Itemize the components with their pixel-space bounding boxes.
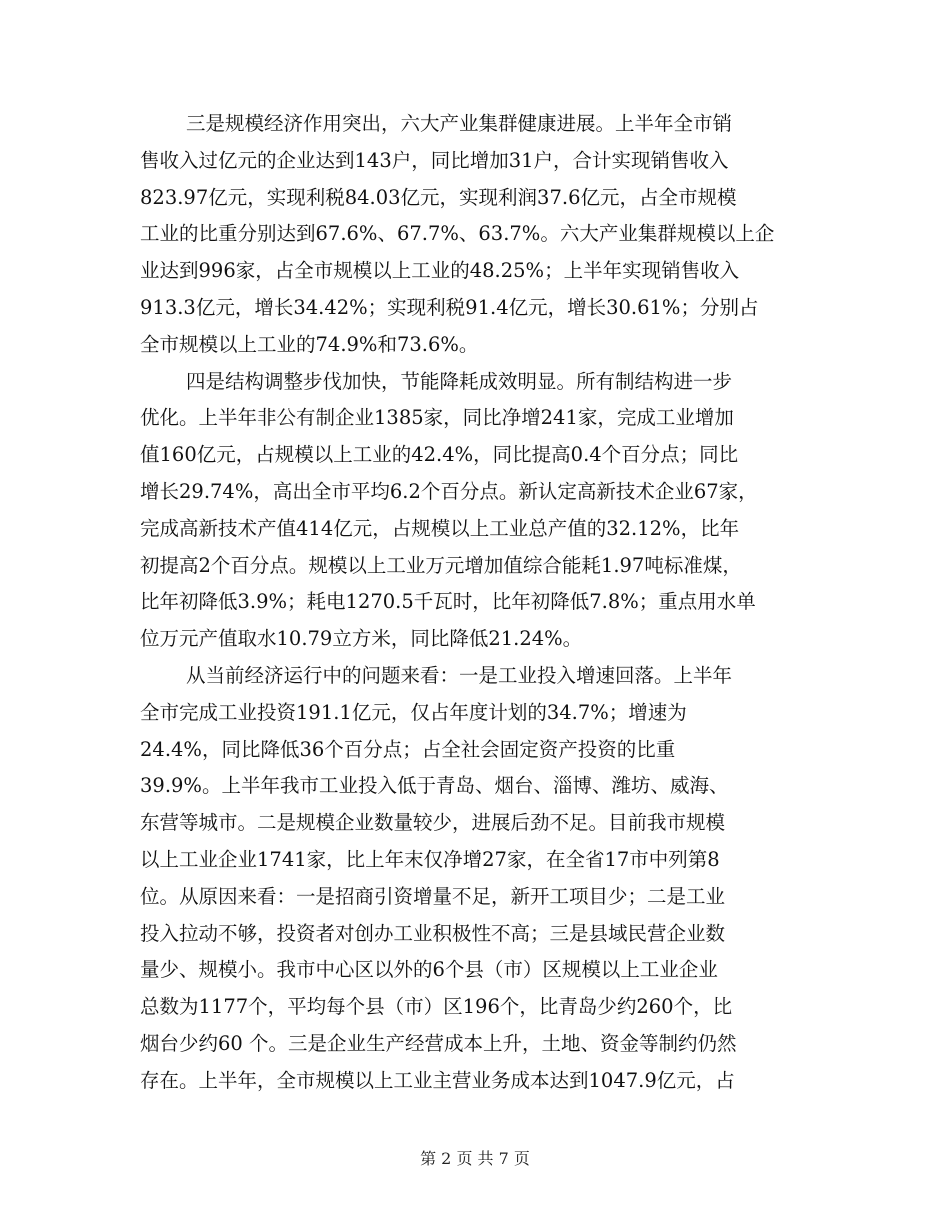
text-line: 业达到996家，占全市规模以上工业的48.25%；上半年实现销售收入 bbox=[140, 259, 740, 283]
text-line: 位。从原因来看：一是招商引资增量不足，新开工项目少；二是工业 bbox=[140, 884, 726, 908]
text-line: 值160亿元，占规模以上工业的42.4%，同比提高0.4个百分点；同比 bbox=[140, 443, 739, 467]
text-line: 东营等城市。二是规模企业数量较少，进展后劲不足。目前我市规模 bbox=[140, 811, 726, 835]
paragraph-structural-adjustment bbox=[140, 364, 812, 658]
text-line: 从当前经济运行中的问题来看：一是工业投入增速回落。上半年 bbox=[186, 663, 733, 687]
text-line: 全市规模以上工业的74.9%和73.6%。 bbox=[140, 332, 479, 356]
document-body bbox=[140, 106, 812, 1100]
text-line: 三是规模经济作用突出，六大产业集群健康进展。上半年全市销 bbox=[186, 112, 733, 135]
text-line: 总数为1177个，平均每个县（市）区196个，比青岛少约260个，比 bbox=[140, 995, 733, 1019]
text-line: 39.9%。上半年我市工业投入低于青岛、烟台、淄博、潍坊、威海、 bbox=[140, 774, 729, 798]
text-line: 售收入过亿元的企业达到143户，同比增加31户，合计实现销售收入 bbox=[140, 148, 729, 172]
text-line: 完成高新技术产值414亿元，占规模以上工业总产值的32.12%，比年 bbox=[140, 516, 740, 540]
text-line: 增长29.74%，高出全市平均6.2个百分点。新认定高新技术企业67家， bbox=[140, 479, 758, 503]
paragraph-current-problems bbox=[140, 658, 812, 1100]
text-line: 投入拉动不够，投资者对创办工业积极性不高；三是县域民营企业数 bbox=[140, 921, 726, 945]
text-line: 量少、规模小。我市中心区以外的6个县（市）区规模以上工业企业 bbox=[140, 958, 718, 982]
text-line: 全市完成工业投资191.1亿元，仅占年度计划的34.7%；增速为 bbox=[140, 700, 687, 724]
text-line: 位万元产值取水10.79立方米，同比降低21.24%。 bbox=[140, 627, 583, 651]
page-number-footer: 第 2 页 共 7 页 bbox=[420, 1149, 530, 1168]
text-line: 比年初降低3.9%；耗电1270.5千瓦时，比年初降低7.8%；重点用水单 bbox=[140, 590, 756, 614]
text-line: 913.3亿元，增长34.42%；实现利税91.4亿元，增长30.61%；分别占 bbox=[140, 295, 759, 319]
text-line: 以上工业企业1741家，比上年末仅净增27家，在全省17市中列第8 bbox=[140, 847, 720, 871]
text-line: 823.97亿元，实现利税84.03亿元，实现利润37.6亿元，占全市规模 bbox=[140, 185, 737, 209]
text-line: 工业的比重分别达到67.6%、67.7%、63.7%。六大产业集群规模以上企 bbox=[140, 222, 775, 246]
text-line: 四是结构调整步伐加快，节能降耗成效明显。所有制结构进一步 bbox=[186, 369, 733, 393]
text-line: 存在。上半年，全市规模以上工业主营业务成本达到1047.9亿元，占 bbox=[140, 1068, 735, 1092]
text-line: 烟台少约60 个。三是企业生产经营成本上升，土地、资金等制约仍然 bbox=[140, 1031, 737, 1055]
text-line: 24.4%，同比降低36个百分点；占全社会固定资产投资的比重 bbox=[140, 737, 676, 761]
text-line: 优化。上半年非公有制企业1385家，同比净增241家，完成工业增加 bbox=[140, 406, 734, 430]
paragraph-industrial-clusters bbox=[140, 106, 812, 364]
text-line: 初提高2个百分点。规模以上工业万元增加值综合能耗1.97吨标准煤， bbox=[140, 553, 742, 577]
